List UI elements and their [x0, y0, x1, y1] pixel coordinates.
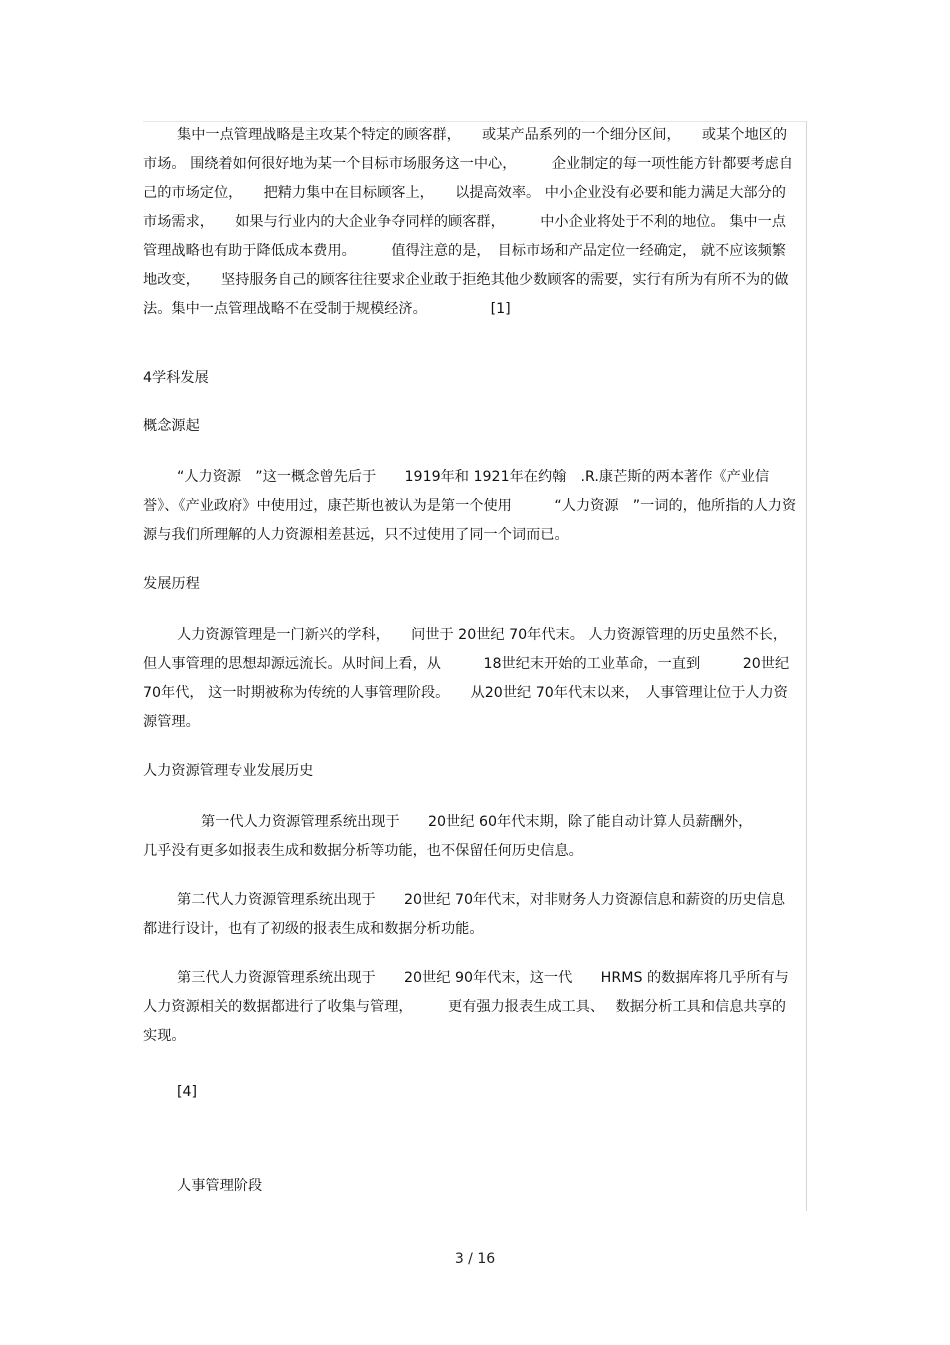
paragraph-development-course: 人力资源管理是一门新兴的学科， 问世于 20世纪 70年代末。 人力资源管理的历史虽然不长，但人事管理的思想却源远流长。从时间上看，从 18世纪末开始的工业革命，一直到 20世纪 70年代， 这一时期被称为传统的人事管理阶段。 从20世纪 70年代末以来， 人事管理让位于人力资源管理。	[143, 627, 790, 730]
paragraph-second-generation: 第二代人力资源管理系统出现于 20世纪 70年代末，对非财务人力资源信息和薪资的历史信息都进行设计，也有了初级的报表生成和数据分析功能。	[143, 892, 786, 937]
subheading-concept-origin: 概念源起	[143, 418, 200, 434]
subheading-professional-history: 人力资源管理专业发展历史	[143, 763, 314, 779]
subheading-personnel-stage: 人事管理阶段	[177, 1178, 263, 1194]
page-number: 3 / 16	[454, 1251, 496, 1267]
paragraph-focus-strategy: 集中一点管理战略是主攻某个特定的顾客群， 或某产品系列的一个细分区间， 或某个地区的市场。 围绕着如何很好地为某一个目标市场服务这一中心， 企业制定的每一项性能方针都要考虑自己的市场定位， 把精力集中在目标顾客上， 以提高效率。 中小企业没有必要和能力满足大部分的市场需求， 如果与行业内的大企业争夺同样的顾客群， 中小企业将处于不利的地位。 集中一点管理战略也有助于降低成本费用。 值得注意的是， 目标市场和产品定位一经确定， 就不应该频繁地改变， 坚持服务自己的顾客往往要求企业敢于拒绝其他少数顾客的需要，实行有所为有所不为的做法。集中一点管理战略不在受制于规模经济。 [1]	[143, 127, 794, 317]
reference-marker: [4]	[177, 1084, 198, 1100]
paragraph-concept-origin: “人力资源 ”这一概念曾先后于 1919年和 1921年在约翰 .R.康芒斯的两本著作《产业信誉》、《产业政府》中使用过，康芒斯也被认为是第一个使用 “人力资源 ”一词的，他所指的人力资源与我们所理解的人力资源相差甚远，只不过使用了同一个词而已。	[143, 469, 797, 543]
paragraph-first-generation-cont: 几乎没有更多如报表生成和数据分析等功能，也不保留任何历史信息。	[143, 843, 583, 859]
section-heading-discipline: 4学科发展	[143, 370, 209, 386]
paragraph-first-generation: 第一代人力资源管理系统出现于 20世纪 60年代末期，除了能自动计算人员薪酬外，	[201, 814, 753, 830]
paragraph-third-generation: 第三代人力资源管理系统出现于 20世纪 90年代末，这一代 HRMS 的数据库将几乎所有与人力资源相关的数据都进行了收集与管理， 更有强力报表生成工具、 数据分析工具和信息共享的实现。	[143, 970, 789, 1044]
document-body	[143, 121, 799, 1201]
subheading-development-course: 发展历程	[143, 576, 200, 592]
